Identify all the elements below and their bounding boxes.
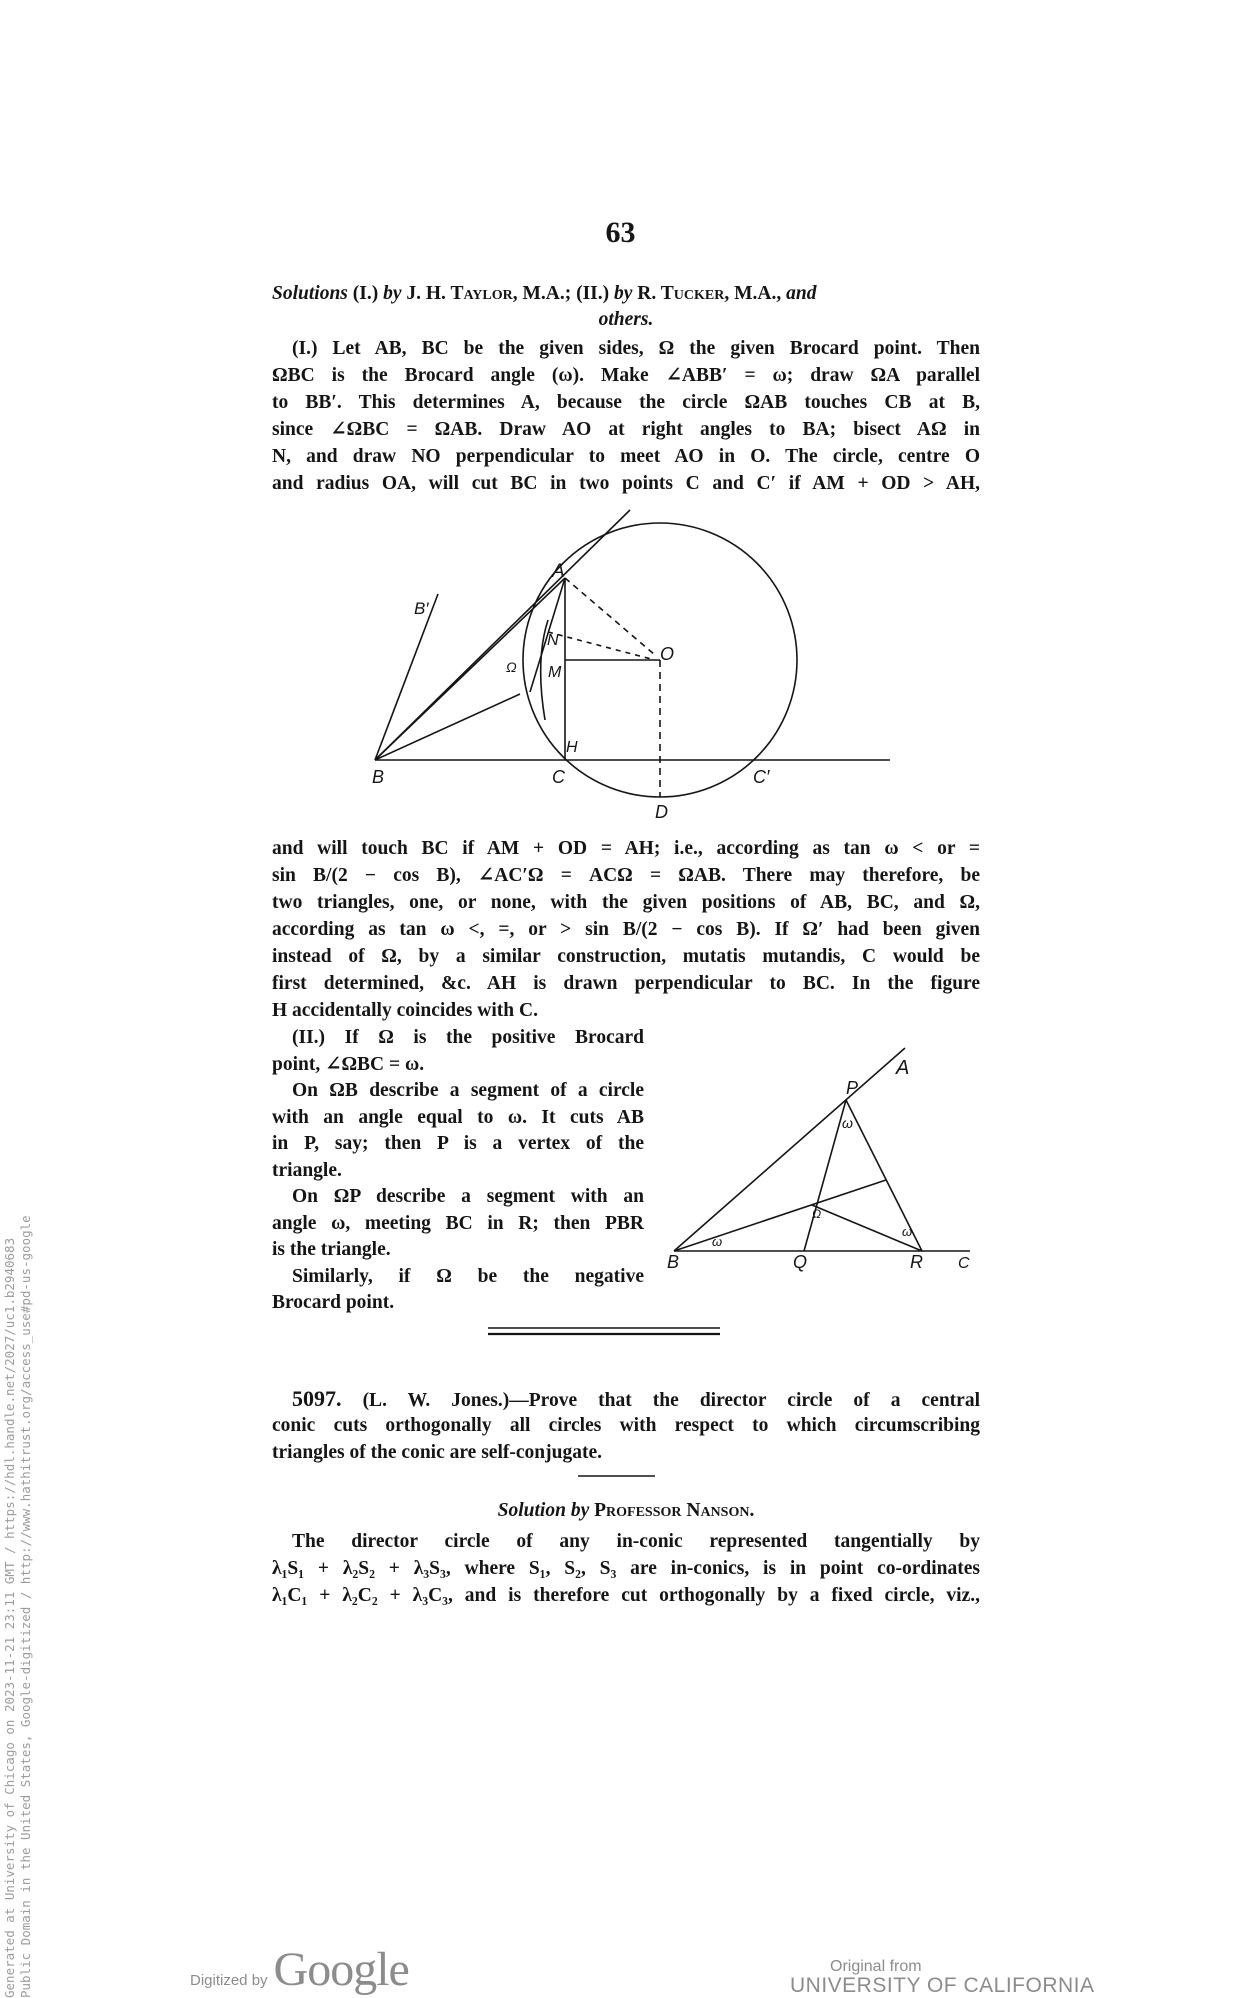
fig1-label-omega: Ω <box>506 659 517 675</box>
part1b-line-4: according as tan ω <, =, or > sin B/(2 − cos B). If Ω′ had been given <box>272 919 980 940</box>
fig2-label-omega-left: ω <box>712 1234 723 1249</box>
solution2-line-2: λ₁S₁ + λ₂S₂ + λ₃S₃, where S₁, S₂, S₃ are in-conics, is in point co-ordinates <box>272 1558 980 1579</box>
part2-line-11: Brocard point. <box>272 1292 395 1313</box>
solution-number-2: (II.) <box>576 283 610 304</box>
watermark-line-2: Public Domain in the United States, Google-digitized / http://www.hathitrust.org/access_use#pd-us-google <box>18 1215 33 1998</box>
fig1-label-n: N <box>547 632 559 649</box>
part1-line-2: ΩBC is the Brocard angle (ω). Make ∠ABB′ = ω; draw ΩA parallel <box>272 365 980 386</box>
solution2-header <box>272 1497 980 1524</box>
solution2-label: Solution <box>497 1500 566 1521</box>
part2-line-8: angle ω, meeting BC in R; then PBR <box>272 1213 644 1234</box>
digitized-by-google-logo <box>190 1942 409 1997</box>
fig1-label-c: C <box>552 767 565 787</box>
fig1-label-b-prime: B′ <box>414 599 429 618</box>
part1b-line-2: sin B/(2 − cos B), ∠AC′Ω = ACΩ = ΩAB. There may therefore, be <box>272 865 980 886</box>
fig2-label-b: B <box>667 1252 680 1272</box>
solution2-by: by <box>570 1500 590 1521</box>
solution2-line-1: The director circle of any in-conic represented tangentially by <box>292 1531 980 1552</box>
fig2-label-c: C <box>958 1255 970 1272</box>
digitized-by-label: Digitized by <box>190 1972 268 1989</box>
solutions-label: Solutions <box>272 283 348 304</box>
author-1: J. H. Taylor, M.A. <box>406 283 565 304</box>
part1-line-3: to BB′. This determines A, because the circle ΩAB touches CB at B, <box>272 392 980 413</box>
part2-line-7: On ΩP describe a segment with an <box>292 1186 644 1207</box>
fig2-label-p: P <box>846 1078 859 1098</box>
fig2-label-r: R <box>910 1252 923 1272</box>
part2-line-9: is the triangle. <box>272 1239 391 1260</box>
part1b-line-7: H accidentally coincides with C. <box>272 1000 538 1021</box>
fig1-label-h: H <box>566 739 578 756</box>
by-label-1: by <box>383 283 402 304</box>
watermark-line-1: Generated at University of Chicago on 2023-11-21 23:11 GMT / https://hdl.handle.net/2027/uc1.b2940683 <box>2 1237 17 1998</box>
part1b-line-6: first determined, &c. AH is drawn perpendicular to BC. In the figure <box>272 973 980 994</box>
problem-line-2: conic cuts orthogonally all circles with respect to which circumscribing <box>272 1415 980 1436</box>
solution2-name: Professor Nanson. <box>594 1500 755 1521</box>
fig1-line-ao <box>565 578 655 655</box>
problem-number: 5097. <box>292 1386 342 1411</box>
fig2-label-omega-point: Ω <box>812 1207 822 1221</box>
part1b-line-1: and will touch BC if AM + OD = AH; i.e., according as tan ω < or = <box>272 838 980 859</box>
original-from-label: Original from <box>830 1958 922 1975</box>
author-2: R. Tucker, M.A., <box>637 283 782 304</box>
university-label: UNIVERSITY OF CALIFORNIA <box>790 1974 1095 1997</box>
part2-line-2: point, ∠ΩBC = ω. <box>272 1054 425 1075</box>
part2-line-5: in P, say; then P is a vertex of the <box>272 1133 644 1154</box>
part2-line-6: triangle. <box>272 1160 342 1181</box>
solution2-line-3: λ₁C₁ + λ₂C₂ + λ₃C₃, and is therefore cut orthogonally by a fixed circle, viz., <box>272 1585 980 1606</box>
fig2-label-omega-right: ω <box>902 1224 913 1239</box>
fig2-label-q: Q <box>793 1252 808 1272</box>
fig1-label-d: D <box>655 802 668 822</box>
problem-line-3: triangles of the conic are self-conjugate. <box>272 1442 602 1463</box>
part1-line-6: and radius OA, will cut BC in two points C and C′ if AM + OD > AH, <box>272 473 980 494</box>
hathitrust-watermark <box>2 1215 34 1998</box>
fig1-label-b: B <box>372 767 385 787</box>
problem-line-1-text: (L. W. Jones.)—Prove that the director circle of a central <box>362 1390 980 1411</box>
fig1-label-c-prime: C′ <box>753 767 770 787</box>
part1-line-4: since ∠ΩBC = ΩAB. Draw AO at right angles to BA; bisect AΩ in <box>272 419 980 440</box>
page-number: 63 <box>605 216 636 249</box>
by-label-2: by <box>614 283 633 304</box>
fig1-label-a: A <box>552 561 565 582</box>
fig1-line-no <box>548 632 655 660</box>
solution-number-1: (I.) <box>352 283 379 304</box>
fig2-label-omega-top: ω <box>842 1115 853 1131</box>
separator: ; <box>564 283 572 304</box>
part1b-line-3: two triangles, one, or none, with the given positions of AB, BC, and Ω, <box>272 892 980 913</box>
part2-line-4: with an angle equal to ω. It cuts AB <box>272 1107 644 1128</box>
google-wordmark: Google <box>273 1943 409 1996</box>
solutions-header-line2: others. <box>598 309 654 330</box>
part2-line-3: On ΩB describe a segment of a circle <box>292 1080 644 1101</box>
fig2-line-pq <box>804 1100 846 1251</box>
part2-line-1: (II.) If Ω is the positive Brocard <box>292 1027 644 1048</box>
part1-line-1: (I.) Let AB, BC be the given sides, Ω the given Brocard point. Then <box>292 338 980 359</box>
fig2-line-b-omega <box>674 1180 886 1251</box>
and-label: and <box>786 283 817 304</box>
fig1-label-m: M <box>548 664 562 681</box>
part1-line-5: N, and draw NO perpendicular to meet AO in O. The circle, centre O <box>272 446 980 467</box>
part1b-line-5: instead of Ω, by a similar construction, mutatis mutandis, C would be <box>272 946 980 967</box>
fig2-label-a: A <box>896 1057 910 1079</box>
problem-line-1 <box>272 1385 980 1414</box>
part2-line-10: Similarly, if Ω be the negative <box>292 1266 644 1287</box>
fig1-label-o: O <box>660 644 675 664</box>
